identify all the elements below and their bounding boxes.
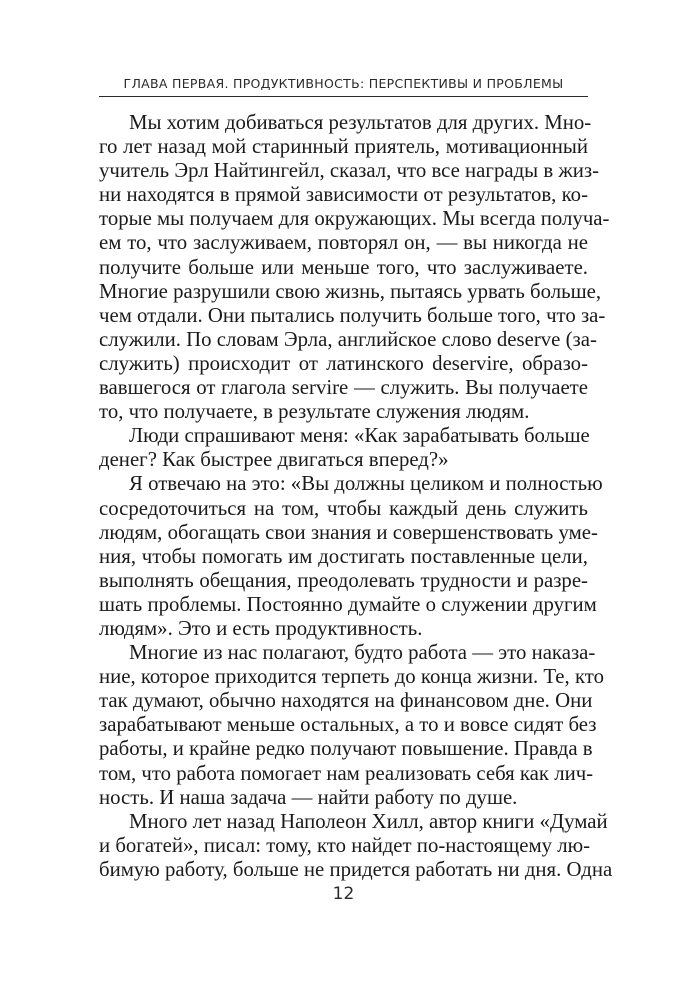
paragraph <box>99 809 613 882</box>
text-line: вавшегося от глагола servire — служить. Вы получаете <box>99 376 588 400</box>
text-line: служить) происходит от латинского deservire, образо- <box>99 351 588 375</box>
paragraph <box>99 111 610 424</box>
text-line: ния, чтобы помогать им достигать поставленные цели, <box>99 544 588 568</box>
text-line: торые мы получаем для окружающих. Мы всегда получа- <box>99 207 610 231</box>
text-line: служили. По словам Эрла, английское слово deserve (за- <box>99 327 597 351</box>
text-line: зарабатывают меньше остальных, а то и вовсе сидят без <box>99 713 597 737</box>
text-line: том, что работа помогает нам реализовать себя как лич- <box>99 761 594 785</box>
text-line: людям, обогащать свои знания и совершенствовать уме- <box>99 520 598 544</box>
text-line: Многие разрушили свою жизнь, пытаясь урвать больше, <box>99 279 602 303</box>
text-line: денег? Как быстрее двигаться вперед?» <box>99 448 449 472</box>
text-line: работы, и крайне редко получают повышение. Правда в <box>99 737 593 761</box>
text-line: ность. И наша задача — найти работу по душе. <box>99 785 518 809</box>
paragraph <box>99 472 603 641</box>
text-line: Многие из нас полагают, будто работа — это наказа- <box>129 641 596 665</box>
text-line: Много лет назад Наполеон Хилл, автор книги «Думай <box>129 809 608 833</box>
text-line: чем отдали. Они пытались получить больше того, что за- <box>99 303 606 327</box>
text-line: так думают, обычно находятся на финансовом дне. Они <box>99 689 593 713</box>
text-line: Я отвечаю на это: «Вы должны целиком и полностью <box>129 472 603 496</box>
paragraph <box>99 424 588 472</box>
text-line: шать проблемы. Постоянно думайте о служении другим <box>99 592 597 616</box>
text-line: то, что получаете, в результате служения людям. <box>99 400 530 424</box>
text-line: учитель Эрл Найтингейл, сказал, что все награды в жиз- <box>99 159 599 183</box>
running-head: ГЛАВА ПЕРВАЯ. ПРОДУКТИВНОСТЬ: ПЕРСПЕКТИВЫ И ПРОБЛЕМЫ <box>123 76 564 91</box>
text-line: Мы хотим добиваться результатов для других. Мно- <box>129 111 592 134</box>
running-head-rule <box>99 96 588 97</box>
text-line: ем то, что заслуживаем, повторял он, — вы никогда не <box>99 231 588 255</box>
text-line: получите больше или меньше того, что заслуживаете. <box>99 255 588 279</box>
body-text <box>99 111 613 882</box>
text-line: бимую работу, больше не придется работать ни дня. Одна <box>99 857 613 881</box>
paragraph <box>99 641 604 810</box>
text-line: ние, которое приходится терпеть до конца жизни. Те, кто <box>99 665 604 689</box>
page-number: 12 <box>332 884 355 904</box>
text-line: ни находятся в прямой зависимости от результатов, ко- <box>99 183 588 207</box>
text-line: Люди спрашивают меня: «Как зарабатывать больше <box>129 424 590 448</box>
text-line: го лет назад мой старинный приятель, мотивационный <box>99 135 588 159</box>
text-line: людям». Это и есть продуктивность. <box>99 616 423 640</box>
text-line: сосредоточиться на том, чтобы каждый день служить <box>99 496 588 520</box>
text-line: выполнять обещания, преодолевать трудности и разре- <box>99 568 588 592</box>
text-line: и богатей», писал: тому, кто найдет по-настоящему лю- <box>99 833 591 857</box>
